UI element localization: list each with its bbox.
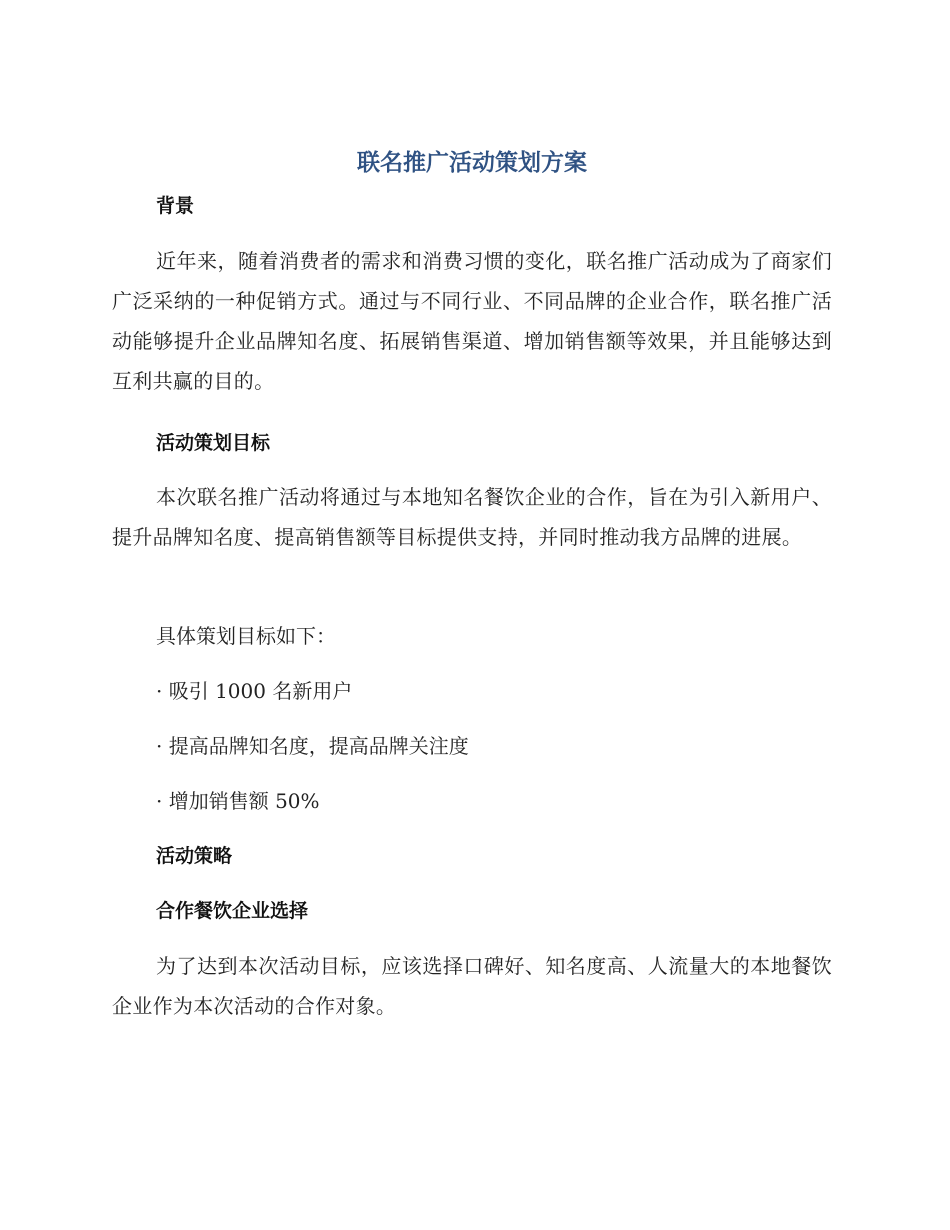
document-title: 联名推广活动策划方案 [357,150,587,176]
paragraph-background: 近年来，随着消费者的需求和消费习惯的变化，联名推广活动成为了商家们广泛采纳的一种促销方式。通过与不同行业、不同品牌的企业合作，联名推广活动能够提升企业品牌知名度、拓展销售渠道、增加销售额等效果，并且能够达到互利共赢的目的。 [112,249,832,393]
paragraph-goals: 本次联名推广活动将通过与本地知名餐饮企业的合作，旨在为引入新用户、提升品牌知名度、提高销售额等目标提供支持，并同时推动我方品牌的进展。 [112,485,832,549]
heading-partner-selection: 合作餐饮企业选择 [156,900,309,922]
goal-item-1: · 吸引 1000 名新用户 [156,679,353,703]
heading-background: 背景 [156,195,195,217]
heading-strategy: 活动策略 [156,845,233,867]
heading-goals: 活动策划目标 [156,432,271,454]
goals-intro: 具体策划目标如下： [156,624,336,648]
goal-item-3: · 增加销售额 50% [156,789,320,813]
paragraph-partner-selection: 为了达到本次活动目标，应该选择口碑好、知名度高、人流量大的本地餐饮企业作为本次活动的合作对象。 [112,954,832,1018]
goal-item-2: · 提高品牌知名度，提高品牌关注度 [156,734,469,758]
